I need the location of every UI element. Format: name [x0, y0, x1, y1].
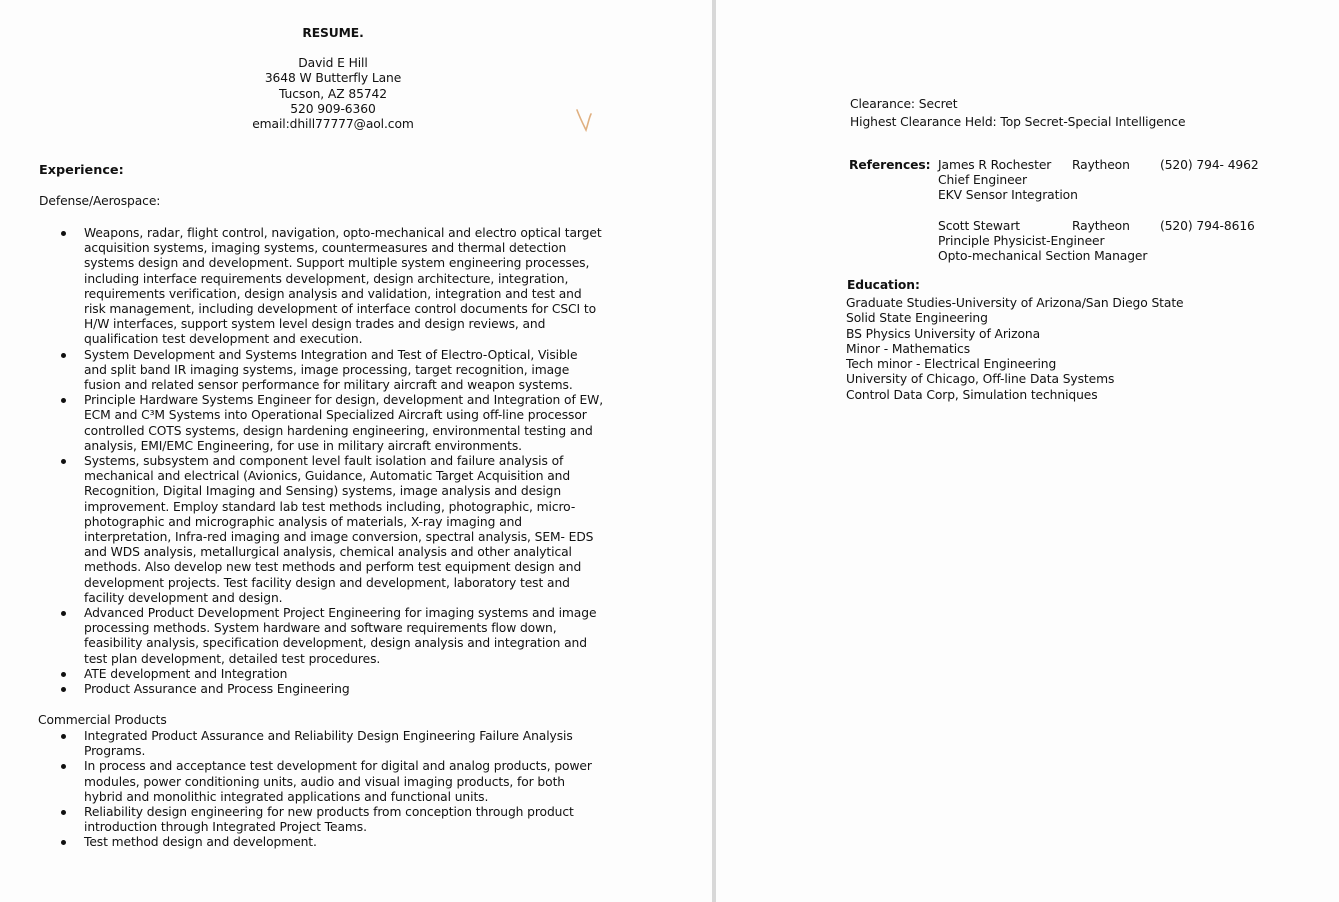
contact-street: 3648 W Butterfly Lane [264, 71, 402, 86]
bullet-item [84, 835, 644, 850]
bullet-line: processing methods. System hardware and software requirements flow down, [84, 621, 557, 636]
bullet-line: interpretation, Infra-red imaging and image conversion, spectral analysis, SEM- EDS [84, 530, 594, 545]
bullet-icon [61, 734, 66, 739]
bullet-icon [61, 840, 66, 845]
reference-department: EKV Sensor Integration [938, 188, 1078, 203]
bullet-line: modules, power conditioning units, audio and visual imaging products, for both [84, 774, 565, 789]
bullet-line: acquisition systems, imaging systems, countermeasures and thermal detection [84, 241, 567, 256]
contact-phone: 520 909-6360 [290, 101, 376, 116]
bullet-icon [61, 687, 66, 692]
bullet-line: improvement. Employ standard lab test methods including, photographic, micro- [84, 499, 576, 514]
references-label: References: [849, 158, 931, 172]
bullet-line: test plan development, detailed test procedures. [84, 651, 381, 666]
bullet-line: photographic and micrographic analysis of materials, X-ray imaging and [84, 514, 522, 529]
bullet-item [84, 682, 644, 697]
bullet-line: including interface requirements development, design architecture, integration, [84, 271, 569, 286]
defense-heading: Defense/Aerospace: [39, 194, 161, 208]
reference-title: Chief Engineer [938, 173, 1027, 188]
education-line: BS Physics University of Arizona [846, 326, 1041, 341]
bullet-line: System Development and Systems Integration and Test of Electro-Optical, Visible [84, 347, 578, 362]
bullet-line: Integrated Product Assurance and Reliability Design Engineering Failure Analysis [84, 729, 573, 743]
bullet-line: and WDS analysis, metallurgical analysis, chemical analysis and other analytical [84, 545, 572, 560]
bullet-item [84, 454, 644, 606]
bullet-line: Recognition, Digital Imaging and Sensing) systems, image analysis and design [84, 484, 562, 499]
reference-title: Principle Physicist-Engineer [938, 234, 1105, 249]
bullet-line: ECM and C³M Systems into Operational Specialized Aircraft using off-line processor [84, 408, 587, 423]
education-line: Tech minor - Electrical Engineering [846, 357, 1057, 372]
reference-department: Opto-mechanical Section Manager [938, 249, 1148, 264]
education-line: Minor - Mathematics [846, 341, 970, 356]
commercial-heading: Commercial Products [38, 713, 167, 727]
bullet-line: H/W interfaces, support system level design trades and design reviews, and [84, 317, 546, 332]
bullet-line: In process and acceptance test development for digital and analog products, power [84, 759, 592, 774]
bullet-icon [61, 231, 66, 236]
reference-name: Scott Stewart [938, 219, 1021, 233]
bullet-line: risk management, including development of interface control documents for CSCI to [84, 302, 597, 317]
bullet-item [84, 759, 644, 805]
bullet-line: Product Assurance and Process Engineering [84, 682, 350, 697]
clearance-highest: Highest Clearance Held: Top Secret-Special Intelligence [850, 115, 1186, 130]
bullet-item [84, 805, 644, 835]
education-line: Solid State Engineering [846, 311, 988, 326]
bullet-item [84, 606, 644, 667]
bullet-line: controlled COTS systems, design hardening engineering, environmental testing and [84, 423, 593, 438]
bullet-item [84, 729, 644, 759]
reference-phone: (520) 794- 4962 [1160, 158, 1259, 172]
bullet-line: Weapons, radar, flight control, navigation, opto-mechanical and electro optical target [84, 226, 602, 240]
bullet-line: development projects. Test facility design and development, laboratory test and [84, 575, 570, 590]
bullet-line: and split band IR imaging systems, image processing, target recognition, image [84, 362, 570, 377]
bullet-line: systems design and development. Support multiple system engineering processes, [84, 256, 590, 271]
bullet-icon [61, 810, 66, 815]
education-list [846, 296, 1184, 403]
bullet-line: Test method design and development. [84, 835, 317, 850]
bullet-icon [61, 398, 66, 403]
reference-entry [938, 219, 1255, 265]
contact-city: Tucson, AZ 85742 [278, 86, 387, 101]
commercial-bullet-list [84, 729, 644, 851]
bullet-line: Programs. [84, 744, 146, 759]
clearance-block [850, 97, 1185, 130]
bullet-line: analysis, EMI/EMC Engineering, for use in military aircraft environments. [84, 438, 522, 453]
bullet-item [84, 348, 644, 394]
bullet-line: introduction through Integrated Project Teams. [84, 820, 367, 835]
bullet-line: methods. Also develop new test methods and perform test equipment design and [84, 560, 582, 575]
resume-title: RESUME. [302, 26, 364, 40]
reference-company: Raytheon [1072, 219, 1130, 233]
reference-phone: (520) 794-8616 [1160, 219, 1255, 233]
reference-entry [938, 158, 1259, 204]
resume-page-2 [716, 0, 1339, 902]
clearance-current: Clearance: Secret [850, 97, 958, 111]
bullet-line: qualification test development and execution. [84, 332, 363, 347]
reference-name: James R Rochester [938, 158, 1052, 172]
bullet-line: feasibility analysis, specification development, design analysis and integration and [84, 636, 587, 651]
bullet-icon [61, 611, 66, 616]
bullet-line: facility development and design. [84, 590, 283, 605]
bullet-item [84, 667, 644, 682]
education-line: University of Chicago, Off-line Data Systems [846, 372, 1115, 387]
education-line: Control Data Corp, Simulation techniques [846, 387, 1098, 402]
bullet-line: mechanical and electrical (Avionics, Guidance, Automatic Target Acquisition and [84, 469, 571, 484]
contact-block [0, 56, 666, 132]
bullet-line: requirements verification, design analysis and validation, integration and test and [84, 286, 582, 301]
contact-email: email:dhill77777@aol.com [252, 117, 414, 132]
contact-name: David E Hill [298, 56, 368, 70]
bullet-icon [61, 353, 66, 358]
bullet-line: Reliability design engineering for new products from conception through product [84, 805, 574, 820]
bullet-line: Systems, subsystem and component level fault isolation and failure analysis of [84, 454, 564, 469]
bullet-line: ATE development and Integration [84, 666, 288, 681]
bullet-line: fusion and related sensor performance for military aircraft and weapon systems. [84, 378, 573, 393]
pen-mark-icon [576, 108, 592, 132]
bullet-line: hybrid and monolithic integrated applications and functional units. [84, 789, 489, 804]
experience-heading: Experience: [39, 163, 124, 178]
defense-bullet-list [84, 226, 644, 697]
bullet-icon [61, 672, 66, 677]
education-line: Graduate Studies-University of Arizona/San Diego State [846, 296, 1184, 310]
bullet-item [84, 393, 644, 454]
bullet-icon [61, 764, 66, 769]
bullet-line: Principle Hardware Systems Engineer for design, development and Integration of EW, [84, 393, 604, 408]
bullet-line: Advanced Product Development Project Engineering for imaging systems and image [84, 606, 597, 621]
bullet-item [84, 226, 644, 348]
education-heading: Education: [847, 278, 920, 292]
reference-company: Raytheon [1072, 158, 1130, 172]
bullet-icon [61, 459, 66, 464]
